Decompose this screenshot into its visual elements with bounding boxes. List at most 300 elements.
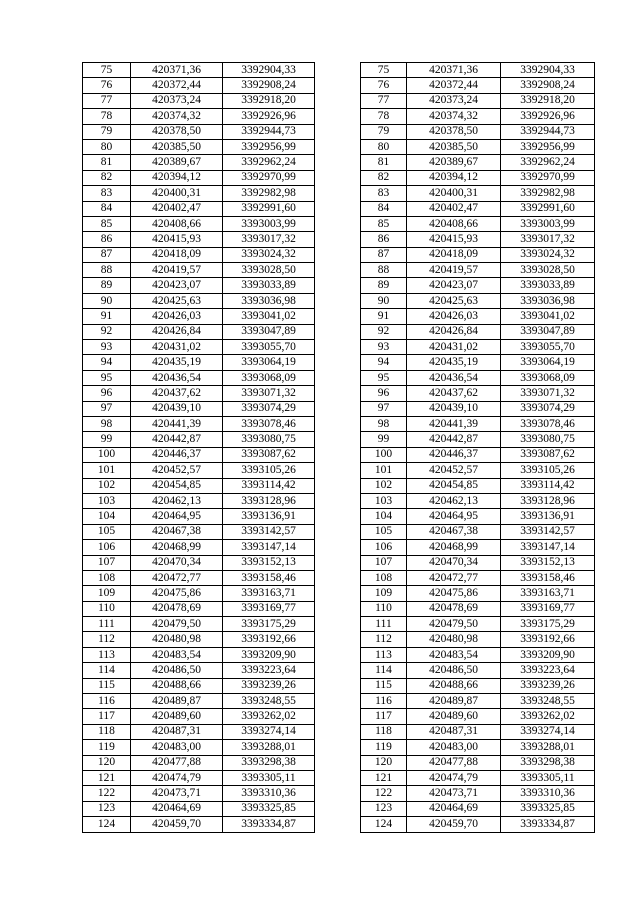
table-row: [83, 801, 595, 816]
left-point-number-cell: 115: [83, 678, 131, 693]
gap-cell: [315, 724, 361, 739]
left-point-number-cell: 124: [83, 817, 131, 832]
left-x-coordinate-cell: 420470,34: [131, 555, 223, 570]
left-x-coordinate-cell: 420436,54: [131, 370, 223, 385]
left-x-coordinate-cell: 420454,85: [131, 478, 223, 493]
left-point-number-cell: 105: [83, 524, 131, 539]
left-x-coordinate-cell: 420426,84: [131, 324, 223, 339]
left-x-coordinate-cell: 420483,54: [131, 647, 223, 662]
left-x-coordinate-cell: 420472,77: [131, 570, 223, 585]
right-y-coordinate-cell: 3393017,32: [501, 232, 595, 247]
left-point-number-cell: 84: [83, 201, 131, 216]
right-point-number-cell: 118: [361, 724, 407, 739]
left-y-coordinate-cell: 3393248,55: [223, 694, 315, 709]
gap-cell: [315, 309, 361, 324]
left-x-coordinate-cell: 420483,00: [131, 740, 223, 755]
left-point-number-cell: 98: [83, 416, 131, 431]
right-x-coordinate-cell: 420423,07: [407, 278, 501, 293]
table-row: [83, 447, 595, 462]
left-point-number-cell: 77: [83, 93, 131, 108]
left-y-coordinate-cell: 3393305,11: [223, 770, 315, 785]
left-y-coordinate-cell: 3393192,66: [223, 632, 315, 647]
right-x-coordinate-cell: 420441,39: [407, 416, 501, 431]
right-point-number-cell: 105: [361, 524, 407, 539]
gap-cell: [315, 139, 361, 154]
right-point-number-cell: 116: [361, 694, 407, 709]
right-y-coordinate-cell: 3393114,42: [501, 478, 595, 493]
right-y-coordinate-cell: 3393305,11: [501, 770, 595, 785]
left-y-coordinate-cell: 3393274,14: [223, 724, 315, 739]
table-row: [83, 293, 595, 308]
left-y-coordinate-cell: 3393033,89: [223, 278, 315, 293]
left-point-number-cell: 118: [83, 724, 131, 739]
right-y-coordinate-cell: 3392962,24: [501, 155, 595, 170]
table-row: [83, 278, 595, 293]
left-y-coordinate-cell: 3393074,29: [223, 401, 315, 416]
gap-cell: [315, 216, 361, 231]
left-y-coordinate-cell: 3393223,64: [223, 663, 315, 678]
right-x-coordinate-cell: 420415,93: [407, 232, 501, 247]
table-row: [83, 370, 595, 385]
right-x-coordinate-cell: 420477,88: [407, 755, 501, 770]
gap-cell: [315, 617, 361, 632]
left-point-number-cell: 75: [83, 63, 131, 78]
right-point-number-cell: 94: [361, 355, 407, 370]
gap-cell: [315, 78, 361, 93]
left-y-coordinate-cell: 3392962,24: [223, 155, 315, 170]
left-point-number-cell: 107: [83, 555, 131, 570]
left-point-number-cell: 82: [83, 170, 131, 185]
right-y-coordinate-cell: 3393047,89: [501, 324, 595, 339]
left-point-number-cell: 90: [83, 293, 131, 308]
right-point-number-cell: 123: [361, 801, 407, 816]
gap-cell: [315, 386, 361, 401]
left-x-coordinate-cell: 420425,63: [131, 293, 223, 308]
right-y-coordinate-cell: 3393128,96: [501, 493, 595, 508]
gap-cell: [315, 540, 361, 555]
gap-cell: [315, 801, 361, 816]
left-point-number-cell: 87: [83, 247, 131, 262]
gap-cell: [315, 278, 361, 293]
right-x-coordinate-cell: 420483,54: [407, 647, 501, 662]
right-point-number-cell: 79: [361, 124, 407, 139]
left-y-coordinate-cell: 3393325,85: [223, 801, 315, 816]
right-point-number-cell: 108: [361, 570, 407, 585]
right-point-number-cell: 109: [361, 586, 407, 601]
right-point-number-cell: 78: [361, 109, 407, 124]
right-x-coordinate-cell: 420431,02: [407, 340, 501, 355]
left-x-coordinate-cell: 420426,03: [131, 309, 223, 324]
table-row: [83, 416, 595, 431]
right-x-coordinate-cell: 420464,69: [407, 801, 501, 816]
gap-cell: [315, 370, 361, 385]
gap-cell: [315, 124, 361, 139]
gap-cell: [315, 601, 361, 616]
table-row: [83, 786, 595, 801]
right-point-number-cell: 98: [361, 416, 407, 431]
left-point-number-cell: 108: [83, 570, 131, 585]
table-row: [83, 355, 595, 370]
gap-cell: [315, 201, 361, 216]
right-x-coordinate-cell: 420436,54: [407, 370, 501, 385]
right-y-coordinate-cell: 3393028,50: [501, 263, 595, 278]
gap-cell: [315, 555, 361, 570]
right-point-number-cell: 92: [361, 324, 407, 339]
right-x-coordinate-cell: 420378,50: [407, 124, 501, 139]
table-row: [83, 139, 595, 154]
left-y-coordinate-cell: 3393288,01: [223, 740, 315, 755]
coordinates-table-body: [83, 63, 595, 833]
right-point-number-cell: 77: [361, 93, 407, 108]
right-x-coordinate-cell: 420452,57: [407, 463, 501, 478]
right-point-number-cell: 87: [361, 247, 407, 262]
table-row: [83, 770, 595, 785]
left-x-coordinate-cell: 420488,66: [131, 678, 223, 693]
left-y-coordinate-cell: 3392904,33: [223, 63, 315, 78]
left-y-coordinate-cell: 3393024,32: [223, 247, 315, 262]
left-y-coordinate-cell: 3393055,70: [223, 340, 315, 355]
left-x-coordinate-cell: 420418,09: [131, 247, 223, 262]
table-row: [83, 401, 595, 416]
left-y-coordinate-cell: 3393068,09: [223, 370, 315, 385]
left-y-coordinate-cell: 3393136,91: [223, 509, 315, 524]
table-row: [83, 247, 595, 262]
gap-cell: [315, 663, 361, 678]
gap-cell: [315, 324, 361, 339]
gap-cell: [315, 186, 361, 201]
right-point-number-cell: 120: [361, 755, 407, 770]
left-point-number-cell: 106: [83, 540, 131, 555]
right-x-coordinate-cell: 420470,34: [407, 555, 501, 570]
table-row: [83, 186, 595, 201]
left-point-number-cell: 81: [83, 155, 131, 170]
right-y-coordinate-cell: 3393078,46: [501, 416, 595, 431]
right-y-coordinate-cell: 3393163,71: [501, 586, 595, 601]
right-point-number-cell: 117: [361, 709, 407, 724]
right-x-coordinate-cell: 420371,36: [407, 63, 501, 78]
gap-cell: [315, 478, 361, 493]
left-y-coordinate-cell: 3393128,96: [223, 493, 315, 508]
right-x-coordinate-cell: 420489,87: [407, 694, 501, 709]
gap-cell: [315, 509, 361, 524]
right-x-coordinate-cell: 420454,85: [407, 478, 501, 493]
left-y-coordinate-cell: 3393142,57: [223, 524, 315, 539]
left-y-coordinate-cell: 3393071,32: [223, 386, 315, 401]
right-x-coordinate-cell: 420474,79: [407, 770, 501, 785]
left-x-coordinate-cell: 420486,50: [131, 663, 223, 678]
left-point-number-cell: 113: [83, 647, 131, 662]
right-y-coordinate-cell: 3393325,85: [501, 801, 595, 816]
right-y-coordinate-cell: 3393298,38: [501, 755, 595, 770]
left-point-number-cell: 111: [83, 617, 131, 632]
left-x-coordinate-cell: 420464,69: [131, 801, 223, 816]
gap-cell: [315, 263, 361, 278]
coordinates-table: [82, 62, 595, 833]
table-row: [83, 155, 595, 170]
gap-cell: [315, 586, 361, 601]
right-point-number-cell: 90: [361, 293, 407, 308]
left-point-number-cell: 95: [83, 370, 131, 385]
left-point-number-cell: 76: [83, 78, 131, 93]
table-row: [83, 678, 595, 693]
table-row: [83, 724, 595, 739]
left-y-coordinate-cell: 3393158,46: [223, 570, 315, 585]
left-x-coordinate-cell: 420385,50: [131, 139, 223, 154]
left-y-coordinate-cell: 3393105,26: [223, 463, 315, 478]
gap-cell: [315, 109, 361, 124]
right-point-number-cell: 85: [361, 216, 407, 231]
gap-cell: [315, 570, 361, 585]
right-y-coordinate-cell: 3393142,57: [501, 524, 595, 539]
right-y-coordinate-cell: 3393080,75: [501, 432, 595, 447]
right-y-coordinate-cell: 3393248,55: [501, 694, 595, 709]
table-row: [83, 555, 595, 570]
left-x-coordinate-cell: 420394,12: [131, 170, 223, 185]
table-row: [83, 324, 595, 339]
right-point-number-cell: 80: [361, 139, 407, 154]
right-y-coordinate-cell: 3393239,26: [501, 678, 595, 693]
right-x-coordinate-cell: 420462,13: [407, 493, 501, 508]
table-row: [83, 740, 595, 755]
left-point-number-cell: 121: [83, 770, 131, 785]
right-y-coordinate-cell: 3392918,20: [501, 93, 595, 108]
gap-cell: [315, 694, 361, 709]
gap-cell: [315, 770, 361, 785]
left-point-number-cell: 89: [83, 278, 131, 293]
table-row: [83, 232, 595, 247]
right-y-coordinate-cell: 3393064,19: [501, 355, 595, 370]
right-y-coordinate-cell: 3393033,89: [501, 278, 595, 293]
right-y-coordinate-cell: 3393152,13: [501, 555, 595, 570]
gap-cell: [315, 63, 361, 78]
gap-cell: [315, 232, 361, 247]
left-point-number-cell: 94: [83, 355, 131, 370]
right-y-coordinate-cell: 3393147,14: [501, 540, 595, 555]
gap-cell: [315, 678, 361, 693]
gap-cell: [315, 355, 361, 370]
right-y-coordinate-cell: 3393169,77: [501, 601, 595, 616]
right-y-coordinate-cell: 3393310,36: [501, 786, 595, 801]
table-row: [83, 309, 595, 324]
table-row: [83, 478, 595, 493]
right-x-coordinate-cell: 420394,12: [407, 170, 501, 185]
right-point-number-cell: 101: [361, 463, 407, 478]
right-point-number-cell: 89: [361, 278, 407, 293]
right-point-number-cell: 75: [361, 63, 407, 78]
left-y-coordinate-cell: 3393003,99: [223, 216, 315, 231]
left-point-number-cell: 122: [83, 786, 131, 801]
gap-cell: [315, 709, 361, 724]
left-y-coordinate-cell: 3393028,50: [223, 263, 315, 278]
left-y-coordinate-cell: 3393047,89: [223, 324, 315, 339]
left-x-coordinate-cell: 420464,95: [131, 509, 223, 524]
left-y-coordinate-cell: 3392908,24: [223, 78, 315, 93]
left-point-number-cell: 78: [83, 109, 131, 124]
right-point-number-cell: 104: [361, 509, 407, 524]
gap-cell: [315, 170, 361, 185]
left-point-number-cell: 123: [83, 801, 131, 816]
left-point-number-cell: 103: [83, 493, 131, 508]
left-y-coordinate-cell: 3392944,73: [223, 124, 315, 139]
table-row: [83, 170, 595, 185]
right-x-coordinate-cell: 420479,50: [407, 617, 501, 632]
left-y-coordinate-cell: 3392926,96: [223, 109, 315, 124]
right-point-number-cell: 103: [361, 493, 407, 508]
table-row: [83, 601, 595, 616]
right-point-number-cell: 81: [361, 155, 407, 170]
right-y-coordinate-cell: 3393158,46: [501, 570, 595, 585]
left-x-coordinate-cell: 420415,93: [131, 232, 223, 247]
table-row: [83, 570, 595, 585]
left-point-number-cell: 117: [83, 709, 131, 724]
table-row: [83, 524, 595, 539]
right-x-coordinate-cell: 420446,37: [407, 447, 501, 462]
left-point-number-cell: 86: [83, 232, 131, 247]
left-y-coordinate-cell: 3393078,46: [223, 416, 315, 431]
left-point-number-cell: 85: [83, 216, 131, 231]
right-y-coordinate-cell: 3392908,24: [501, 78, 595, 93]
table-row: [83, 463, 595, 478]
right-y-coordinate-cell: 3393071,32: [501, 386, 595, 401]
left-y-coordinate-cell: 3393175,29: [223, 617, 315, 632]
gap-cell: [315, 447, 361, 462]
left-x-coordinate-cell: 420437,62: [131, 386, 223, 401]
right-point-number-cell: 88: [361, 263, 407, 278]
right-x-coordinate-cell: 420419,57: [407, 263, 501, 278]
table-row: [83, 540, 595, 555]
table-row: [83, 663, 595, 678]
right-point-number-cell: 97: [361, 401, 407, 416]
left-x-coordinate-cell: 420480,98: [131, 632, 223, 647]
right-point-number-cell: 107: [361, 555, 407, 570]
left-point-number-cell: 114: [83, 663, 131, 678]
right-point-number-cell: 112: [361, 632, 407, 647]
right-x-coordinate-cell: 420439,10: [407, 401, 501, 416]
gap-cell: [315, 632, 361, 647]
right-y-coordinate-cell: 3392956,99: [501, 139, 595, 154]
gap-cell: [315, 432, 361, 447]
right-x-coordinate-cell: 420488,66: [407, 678, 501, 693]
left-point-number-cell: 119: [83, 740, 131, 755]
left-point-number-cell: 93: [83, 340, 131, 355]
right-y-coordinate-cell: 3393209,90: [501, 647, 595, 662]
left-point-number-cell: 88: [83, 263, 131, 278]
right-point-number-cell: 122: [361, 786, 407, 801]
right-point-number-cell: 113: [361, 647, 407, 662]
left-y-coordinate-cell: 3392982,98: [223, 186, 315, 201]
right-x-coordinate-cell: 420478,69: [407, 601, 501, 616]
table-row: [83, 709, 595, 724]
left-x-coordinate-cell: 420378,50: [131, 124, 223, 139]
table-row: [83, 93, 595, 108]
left-y-coordinate-cell: 3393087,62: [223, 447, 315, 462]
table-row: [83, 78, 595, 93]
table-row: [83, 432, 595, 447]
left-point-number-cell: 79: [83, 124, 131, 139]
left-point-number-cell: 102: [83, 478, 131, 493]
left-x-coordinate-cell: 420441,39: [131, 416, 223, 431]
gap-cell: [315, 817, 361, 832]
left-x-coordinate-cell: 420419,57: [131, 263, 223, 278]
left-y-coordinate-cell: 3393169,77: [223, 601, 315, 616]
right-x-coordinate-cell: 420489,60: [407, 709, 501, 724]
left-y-coordinate-cell: 3393064,19: [223, 355, 315, 370]
left-x-coordinate-cell: 420478,69: [131, 601, 223, 616]
left-y-coordinate-cell: 3393152,13: [223, 555, 315, 570]
left-point-number-cell: 97: [83, 401, 131, 416]
left-point-number-cell: 92: [83, 324, 131, 339]
right-point-number-cell: 96: [361, 386, 407, 401]
right-point-number-cell: 83: [361, 186, 407, 201]
table-row: [83, 63, 595, 78]
left-x-coordinate-cell: 420439,10: [131, 401, 223, 416]
gap-cell: [315, 155, 361, 170]
left-y-coordinate-cell: 3393209,90: [223, 647, 315, 662]
right-y-coordinate-cell: 3393041,02: [501, 309, 595, 324]
gap-cell: [315, 740, 361, 755]
left-point-number-cell: 96: [83, 386, 131, 401]
left-x-coordinate-cell: 420489,60: [131, 709, 223, 724]
right-x-coordinate-cell: 420459,70: [407, 817, 501, 832]
right-x-coordinate-cell: 420437,62: [407, 386, 501, 401]
right-y-coordinate-cell: 3393334,87: [501, 817, 595, 832]
right-x-coordinate-cell: 420486,50: [407, 663, 501, 678]
gap-cell: [315, 247, 361, 262]
left-y-coordinate-cell: 3393298,38: [223, 755, 315, 770]
left-y-coordinate-cell: 3392970,99: [223, 170, 315, 185]
gap-cell: [315, 647, 361, 662]
table-row: [83, 216, 595, 231]
gap-cell: [315, 340, 361, 355]
left-point-number-cell: 100: [83, 447, 131, 462]
table-row: [83, 755, 595, 770]
left-y-coordinate-cell: 3393239,26: [223, 678, 315, 693]
left-x-coordinate-cell: 420435,19: [131, 355, 223, 370]
left-x-coordinate-cell: 420423,07: [131, 278, 223, 293]
left-x-coordinate-cell: 420489,87: [131, 694, 223, 709]
left-x-coordinate-cell: 420473,71: [131, 786, 223, 801]
left-x-coordinate-cell: 420374,32: [131, 109, 223, 124]
left-x-coordinate-cell: 420372,44: [131, 78, 223, 93]
right-x-coordinate-cell: 420487,31: [407, 724, 501, 739]
left-point-number-cell: 104: [83, 509, 131, 524]
left-y-coordinate-cell: 3393041,02: [223, 309, 315, 324]
left-y-coordinate-cell: 3392991,60: [223, 201, 315, 216]
left-x-coordinate-cell: 420479,50: [131, 617, 223, 632]
left-y-coordinate-cell: 3392956,99: [223, 139, 315, 154]
table-row: [83, 647, 595, 662]
right-point-number-cell: 99: [361, 432, 407, 447]
right-point-number-cell: 82: [361, 170, 407, 185]
left-y-coordinate-cell: 3393163,71: [223, 586, 315, 601]
right-point-number-cell: 124: [361, 817, 407, 832]
right-point-number-cell: 110: [361, 601, 407, 616]
left-y-coordinate-cell: 3392918,20: [223, 93, 315, 108]
left-x-coordinate-cell: 420431,02: [131, 340, 223, 355]
table-row: [83, 509, 595, 524]
right-y-coordinate-cell: 3393055,70: [501, 340, 595, 355]
right-point-number-cell: 84: [361, 201, 407, 216]
left-x-coordinate-cell: 420477,88: [131, 755, 223, 770]
left-y-coordinate-cell: 3393114,42: [223, 478, 315, 493]
left-x-coordinate-cell: 420462,13: [131, 493, 223, 508]
left-x-coordinate-cell: 420475,86: [131, 586, 223, 601]
right-x-coordinate-cell: 420464,95: [407, 509, 501, 524]
left-point-number-cell: 99: [83, 432, 131, 447]
table-row: [83, 124, 595, 139]
left-y-coordinate-cell: 3393147,14: [223, 540, 315, 555]
right-y-coordinate-cell: 3393036,98: [501, 293, 595, 308]
